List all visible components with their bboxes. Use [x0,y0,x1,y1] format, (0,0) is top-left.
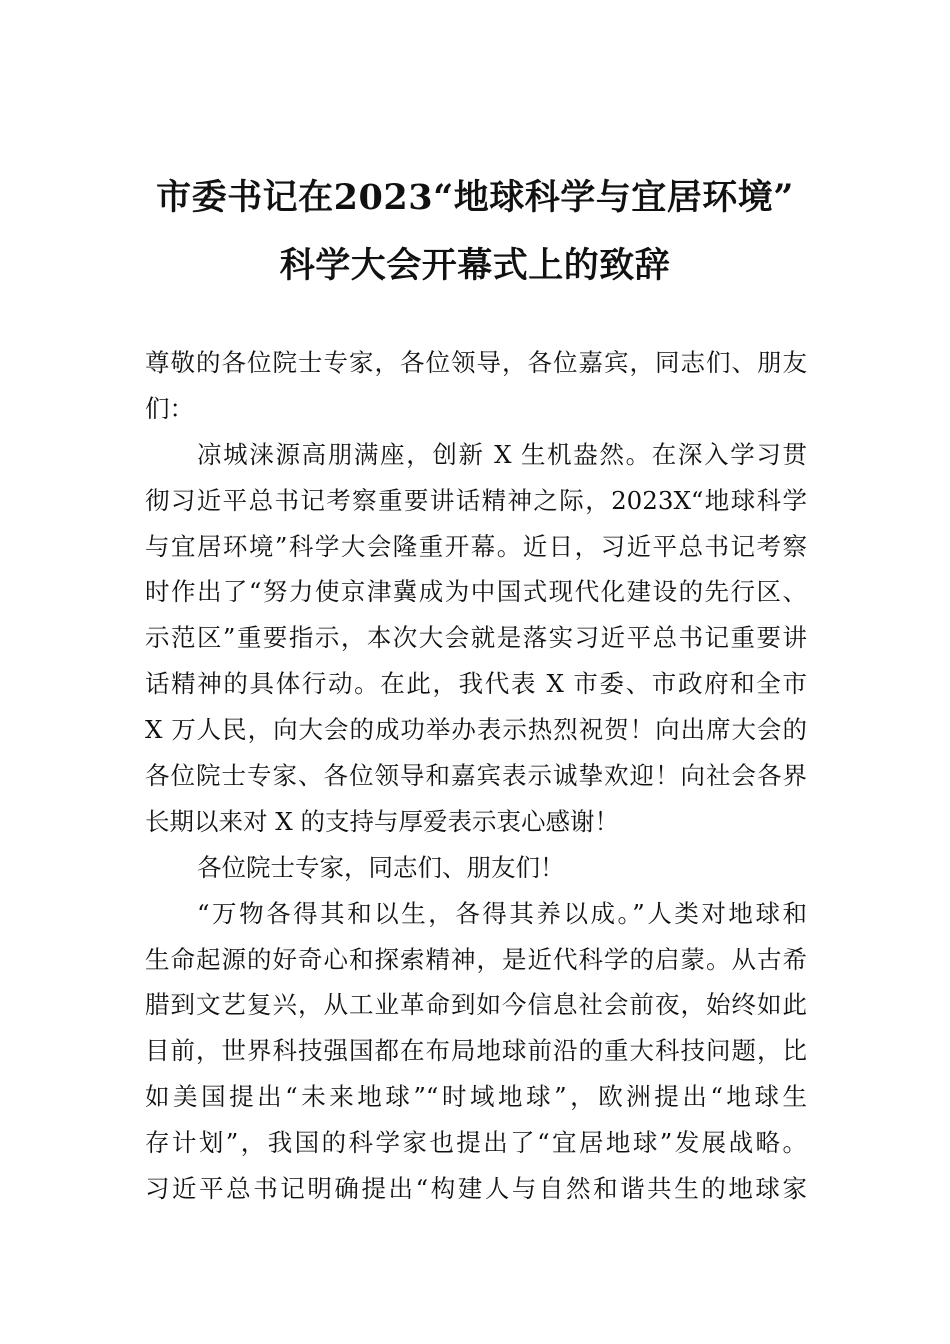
text-line: 腊到文艺复兴，从工业革命到如今信息社会前夜，始终如此 [145,990,807,1020]
text-line: 示范区”重要指示，本次大会就是落实习近平总书记重要讲 [145,623,807,653]
text-line: 存计划”，我国的科学家也提出了“宜居地球”发展战略。 [145,1128,807,1158]
body-text [145,340,807,1212]
text-line: 目前，世界科技强国都在布局地球前沿的重大科技问题，比 [145,1036,807,1066]
text-line: 习近平总书记明确提出“构建人与自然和谐共生的地球家 [145,1174,807,1204]
text-line: 彻习近平总书记考察重要讲话精神之际，2023X“地球科学 [145,485,807,515]
text-line: 各位院士专家、各位领导和嘉宾表示诚挚欢迎！向社会各界 [145,761,807,791]
text-line: X 万人民，向大会的成功举办表示热烈祝贺！向出席大会的 [145,715,807,745]
text-line: “万物各得其和以生，各得其养以成。”人类对地球和 [197,898,807,928]
title-line-1: 市委书记在2023“地球科学与宜居环境” [156,177,794,218]
text-line: 长期以来对 X 的支持与厚爱表示衷心感谢！ [145,806,620,836]
text-line: 尊敬的各位院士专家，各位领导，各位嘉宾，同志们、朋友 [145,348,807,377]
text-line: 各位院士专家，同志们、朋友们！ [197,852,565,882]
title-line-2: 科学大会开幕式上的致辞 [279,245,671,286]
text-line: 如美国提出“未来地球”“时域地球”，欧洲提出“地球生 [145,1082,807,1112]
text-line: 生命起源的好奇心和探索精神，是近代科学的启蒙。从古希 [145,944,807,974]
text-line: 凉城涞源高朋满座，创新 X 生机盎然。在深入学习贯 [197,439,807,469]
text-line: 话精神的具体行动。在此，我代表 X 市委、市政府和全市 [145,669,807,699]
text-line: 时作出了“努力使京津冀成为中国式现代化建设的先行区、 [145,577,807,607]
text-line: 们： [145,393,194,423]
text-line: 与宜居环境”科学大会隆重开幕。近日，习近平总书记考察 [145,531,807,561]
